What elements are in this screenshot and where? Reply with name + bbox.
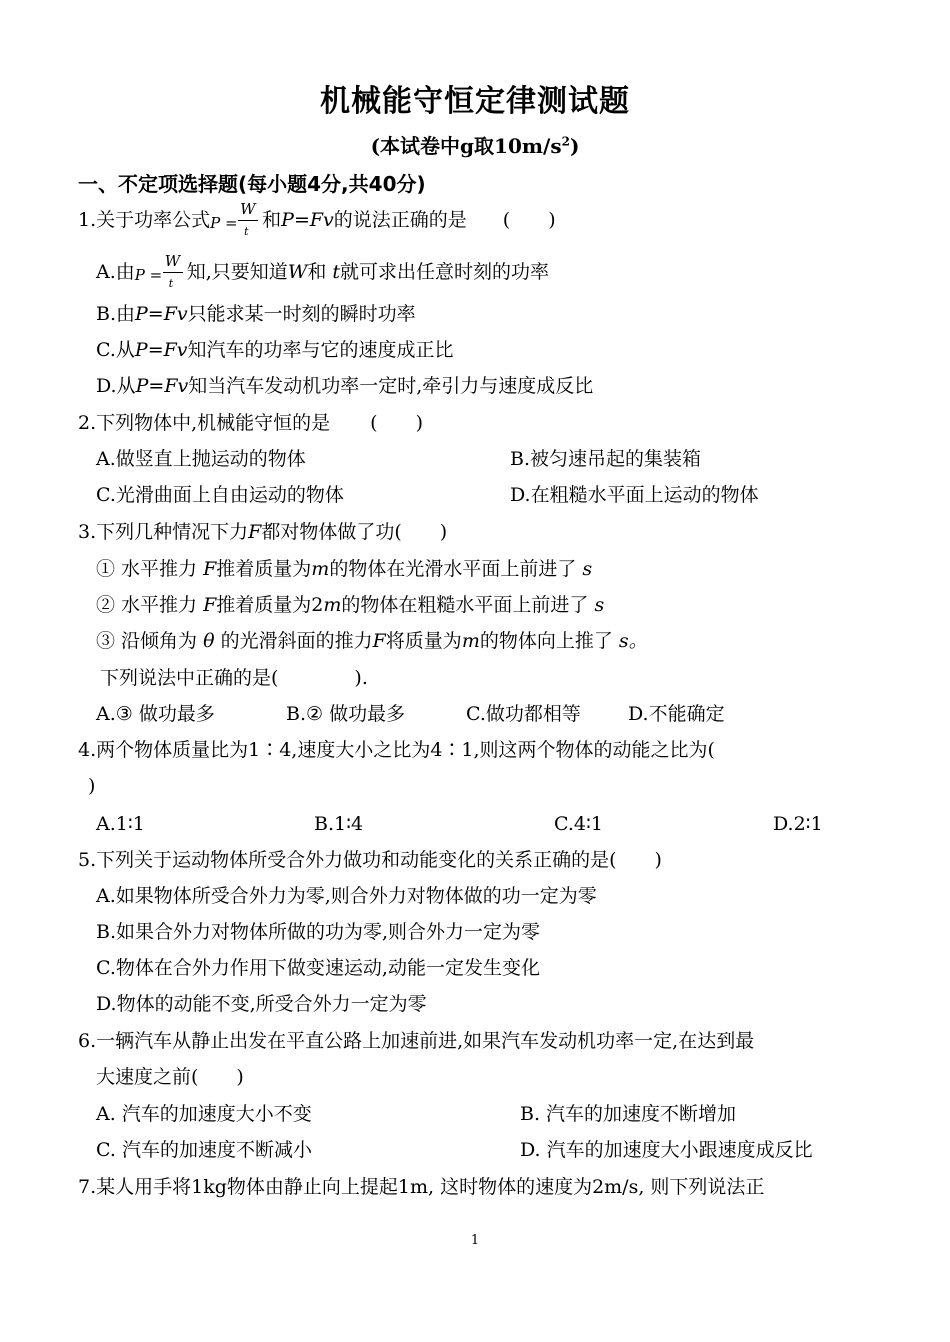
question-7-stem: 7.某人用手将1kg物体由静止向上提起1m, 这时物体的速度为2m/s, 则下列说法正 <box>78 1176 765 1198</box>
question-6-stem: 6.一辆汽车从静止出发在平直公路上加速前进,如果汽车发动机功率一定,在达到最 <box>78 1030 755 1052</box>
question-1-option-a: A.由 P = W t 知,只要知道W和 t就可求出任意时刻的功率 <box>96 252 549 294</box>
question-4-stem: 4.两个物体质量比为1∶4,速度大小之比为4∶1,则这两个物体的动能之比为( <box>78 739 715 761</box>
power-formula-fraction: P = W t <box>210 200 262 242</box>
question-4-option-c: C.4∶1 <box>554 813 604 835</box>
question-3-ask: 下列说法中正确的是( ). <box>100 667 368 689</box>
question-4-option-d: D.2∶1 <box>773 813 823 835</box>
answer-blank: ( ) <box>502 209 556 231</box>
question-4-option-b: B.1∶4 <box>314 813 364 835</box>
question-3-option-b: B.② 做功最多 <box>286 703 406 725</box>
question-3-case-2: ② 水平推力 F推着质量为2m的物体在粗糙水平面上前进了 s <box>96 594 605 616</box>
page-title: 机械能守恒定律测试题 <box>320 84 630 119</box>
subtitle: (本试卷中g取$10m/s^2$) <box>370 134 580 158</box>
question-2-option-b: B.被匀速吊起的集装箱 <box>510 448 702 470</box>
question-5-option-a: A.如果物体所受合外力为零,则合外力对物体做的功一定为零 <box>96 885 597 907</box>
question-4-stem-close: ) <box>88 775 96 797</box>
question-3-option-c: C.做功都相等 <box>466 703 581 725</box>
question-2-stem: 2.下列物体中,机械能守恒的是 ( ) <box>78 412 423 434</box>
answer-blank: ( ) <box>370 412 423 434</box>
question-6-option-a: A. 汽车的加速度大小不变 <box>96 1103 312 1125</box>
page-number: 1 <box>470 1233 480 1248</box>
question-5-stem: 5.下列关于运动物体所受合外力做功和动能变化的关系正确的是( ) <box>78 849 662 871</box>
question-2-option-a: A.做竖直上抛运动的物体 <box>96 448 306 470</box>
power-formula-fraction: P = W t <box>135 252 187 294</box>
question-1-stem: 1.关于功率公式 P = W t 和P=Fv的说法正确的是 ( ) <box>78 200 556 242</box>
question-2-option-d: D.在粗糙水平面上运动的物体 <box>510 484 759 506</box>
question-6-option-b: B. 汽车的加速度不断增加 <box>520 1103 737 1125</box>
question-3-case-3: ③ 沿倾角为 θ 的光滑斜面的推力F将质量为m的物体向上推了 s。 <box>96 630 648 652</box>
question-3-option-a: A.③ 做功最多 <box>96 703 215 725</box>
question-2-option-c: C.光滑曲面上自由运动的物体 <box>96 484 344 506</box>
question-5-option-d: D.物体的动能不变,所受合外力一定为零 <box>96 993 427 1015</box>
question-1-option-b: B.由P=Fv只能求某一时刻的瞬时功率 <box>96 303 416 325</box>
question-3-option-d: D.不能确定 <box>628 703 725 725</box>
question-6-option-c: C. 汽车的加速度不断减小 <box>96 1139 312 1161</box>
question-5-option-b: B.如果合外力对物体所做的功为零,则合外力一定为零 <box>96 921 541 943</box>
question-6-option-d: D. 汽车的加速度大小跟速度成反比 <box>520 1139 813 1161</box>
question-3-stem: 3.下列几种情况下力F都对物体做了功( ) <box>78 521 448 543</box>
section-heading: 一、不定项选择题(每小题4分,共40分) <box>78 172 426 196</box>
question-4-option-a: A.1∶1 <box>96 813 145 835</box>
question-1-option-c: C.从P=Fv知汽车的功率与它的速度成正比 <box>96 339 454 361</box>
question-5-option-c: C.物体在合外力作用下做变速运动,动能一定发生变化 <box>96 957 540 979</box>
question-6-stem-continued: 大速度之前( ) <box>96 1066 244 1088</box>
question-3-case-1: ① 水平推力 F推着质量为m的物体在光滑水平面上前进了 s <box>96 558 593 580</box>
question-1-option-d: D.从P=Fv知当汽车发动机功率一定时,牵引力与速度成反比 <box>96 375 594 397</box>
